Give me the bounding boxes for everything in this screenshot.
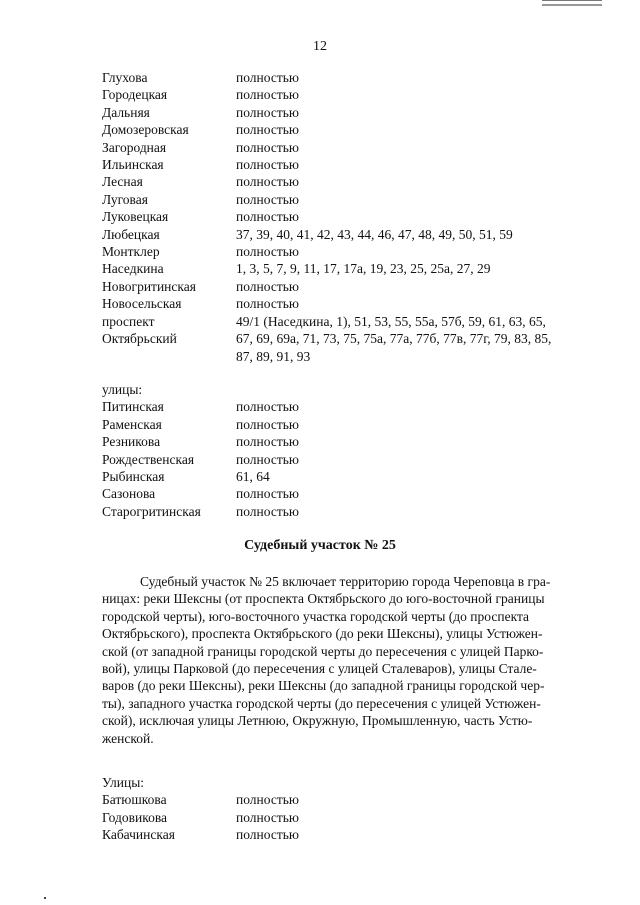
list-item [102, 69, 602, 86]
street-coverage: полностью [236, 827, 299, 843]
section-description [102, 573, 601, 747]
street-name: Питинская [102, 399, 164, 415]
paragraph-line: женской. [102, 730, 154, 746]
street-name: Ильинская [102, 157, 164, 173]
street-name: Загородная [102, 139, 167, 155]
scan-edge-mark [542, 0, 602, 6]
list-item [102, 348, 602, 365]
list-item [102, 86, 602, 103]
street-name: Монтклер [102, 244, 160, 260]
street-coverage: полностью [236, 809, 299, 825]
list-item [102, 278, 602, 295]
street-coverage: полностью [236, 191, 299, 207]
list-item [102, 260, 602, 277]
street-coverage: полностью [236, 792, 299, 808]
paragraph-line: вой), улицы Парковой (до пересечения с улицей Сталеваров), улицы Стале- [102, 661, 537, 677]
paragraph-line: ты), западного участка городской черты (до пересечения с улицей Устюжен- [102, 695, 541, 711]
scan-speck [44, 897, 46, 899]
paragraph-line: варов (до реки Шексны), реки Шексны (до западной границы городской чер- [102, 678, 545, 694]
street-coverage: 37, 39, 40, 41, 42, 43, 44, 46, 47, 48, 49, 50, 51, 59 [236, 226, 513, 242]
street-list-section-25 [102, 774, 602, 844]
street-coverage: полностью [236, 174, 299, 190]
street-name: Рыбинская [102, 469, 165, 485]
street-name: Городецкая [102, 87, 168, 103]
list-item [102, 485, 602, 502]
street-coverage: полностью [236, 104, 299, 120]
street-name: Батюшкова [102, 792, 167, 808]
street-list-continued [102, 69, 602, 365]
list-item [102, 243, 602, 260]
list-item [102, 468, 602, 485]
street-name: Старогритинская [102, 503, 201, 519]
street-name: Годовикова [102, 809, 168, 825]
street-coverage: полностью [236, 157, 299, 173]
street-name [102, 348, 236, 365]
section-heading: Судебный участок № 25 [244, 538, 396, 553]
list-item [102, 503, 602, 520]
list-item [102, 809, 602, 826]
street-coverage: полностью [236, 70, 299, 85]
list-item [102, 104, 602, 121]
paragraph-line: Октябрьского), проспекта Октябрьского (до реки Шексны), улицы Устюжен- [102, 626, 543, 642]
street-name: Новогритинская [102, 278, 196, 294]
list-item [102, 226, 602, 243]
paragraph-line: ницах: реки Шексны (от проспекта Октябрьского до юго-восточной границы [102, 591, 545, 607]
street-coverage: полностью [236, 434, 299, 450]
list-label: Улицы: [102, 775, 145, 790]
list-item [102, 313, 602, 330]
street-coverage: полностью [236, 486, 299, 502]
street-coverage: 67, 69, 69а, 71, 73, 75, 75а, 77а, 77б, 77в, 77г, 79, 83, 85, [236, 331, 552, 347]
list-item [102, 433, 602, 450]
list-item [102, 295, 602, 312]
street-coverage: полностью [236, 451, 299, 467]
street-name: Наседкина [102, 261, 164, 277]
paragraph-line: городской черты), юго-восточного участка городской черты (до проспекта [102, 608, 530, 624]
street-coverage: полностью [236, 139, 299, 155]
street-name: Раменская [102, 416, 162, 432]
street-coverage: полностью [236, 244, 299, 260]
paragraph-line: ской), исключая улицы Летнюю, Окружную, Промышленную, часть Устю- [102, 713, 533, 729]
street-coverage: полностью [236, 87, 299, 103]
paragraph-line: Судебный участок № 25 включает территорию города Череповца в гра- [140, 574, 551, 589]
street-name: Сазонова [102, 486, 156, 502]
street-name: Кабачинская [102, 827, 175, 843]
street-name: Дальняя [102, 104, 150, 120]
list-item [102, 208, 602, 225]
street-name: Лесная [102, 174, 143, 190]
page-number: 12 [313, 39, 327, 54]
street-name: Домозеровская [102, 122, 189, 138]
list-item [102, 330, 602, 347]
street-name: Новосельская [102, 296, 182, 312]
street-coverage: полностью [236, 503, 299, 519]
street-name: проспект [102, 313, 155, 329]
street-coverage: 49/1 (Наседкина, 1), 51, 53, 55, 55а, 57б, 59, 61, 63, 65, [236, 313, 546, 329]
street-coverage: 87, 89, 91, 93 [236, 348, 311, 364]
street-name: Октябрьский [102, 331, 177, 347]
street-coverage: 1, 3, 5, 7, 9, 11, 17, 17а, 19, 23, 25, 25а, 27, 29 [236, 261, 491, 277]
street-coverage: 61, 64 [236, 469, 270, 485]
street-name: Луковецкая [102, 209, 169, 225]
list-item [102, 156, 602, 173]
street-coverage: полностью [236, 122, 299, 138]
street-name: Луговая [102, 191, 148, 207]
list-item [102, 121, 602, 138]
street-name: Любецкая [102, 226, 160, 242]
list-item [102, 173, 602, 190]
list-item [102, 826, 602, 843]
street-list-streets [102, 381, 602, 520]
list-item [102, 791, 602, 808]
list-item [102, 416, 602, 433]
list-item [102, 398, 602, 415]
list-label: улицы: [102, 382, 143, 397]
list-item [102, 191, 602, 208]
street-coverage: полностью [236, 416, 299, 432]
list-item [102, 451, 602, 468]
street-name: Глухова [102, 70, 148, 85]
street-name: Рождественская [102, 451, 195, 467]
street-name: Резникова [102, 434, 161, 450]
street-coverage: полностью [236, 278, 299, 294]
street-coverage: полностью [236, 399, 299, 415]
paragraph-line: ской (от западной границы городской черты до пересечения с улицей Парко- [102, 643, 544, 659]
street-coverage: полностью [236, 209, 299, 225]
list-item [102, 139, 602, 156]
street-coverage: полностью [236, 296, 299, 312]
